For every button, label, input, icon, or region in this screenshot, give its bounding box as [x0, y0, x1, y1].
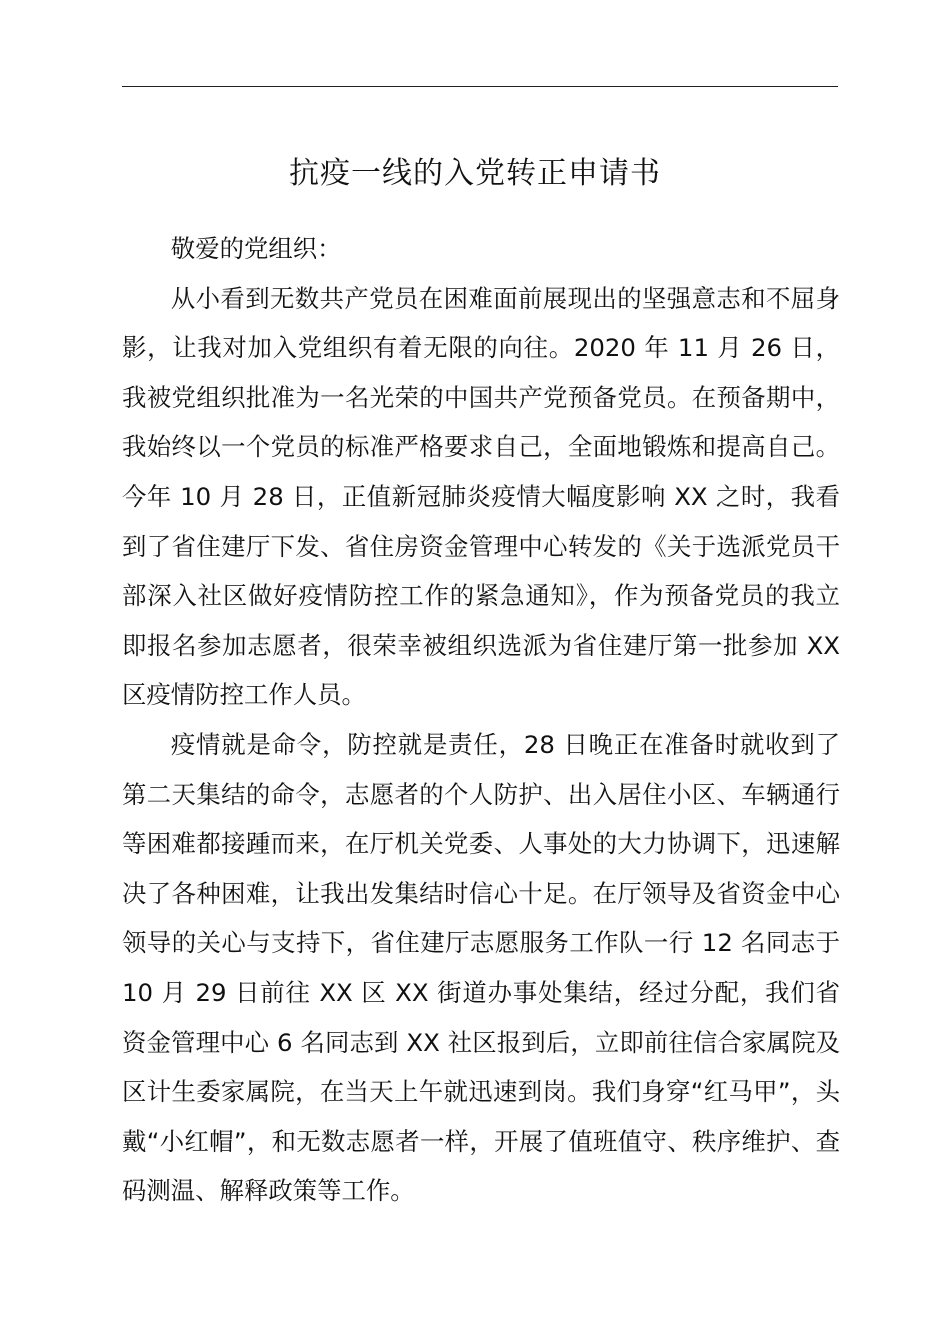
document-body [122, 224, 840, 1216]
paragraph-2: 疫情就是命令，防控就是责任，28 日晚正在准备时就收到了第二天集结的命令，志愿者的个人防护、出入居住小区、车辆通行等困难都接踵而来，在厅机关党委、人事处的大力协调下，迅速解决了各种困难，让我出发集结时信心十足。在厅领导及省资金中心领导的关心与支持下，省住建厅志愿服务工作队一行 12 名同志于 10 月 29 日前往 XX 区 XX 街道办事处集结，经过分配，我们省资金管理中心 6 名同志到 XX 社区报到后，立即前往信合家属院及区计生委家属院，在当天上午就迅速到岗。我们身穿“红马甲”，头戴“小红帽”，和无数志愿者一样，开展了值班值守、秩序维护、查码测温、解释政策等工作。 [122, 729, 840, 1206]
header-rule [122, 86, 838, 87]
paragraph-1: 从小看到无数共产党员在困难面前展现出的坚强意志和不屈身影，让我对加入党组织有着无限的向往。2020 年 11 月 26 日，我被党组织批准为一名光荣的中国共产党预备党员。在预备期中，我始终以一个党员的标准严格要求自己，全面地锻炼和提高自己。今年 10 月 28 日，正值新冠肺炎疫情大幅度影响 XX 之时，我看到了省住建厅下发、省住房资金管理中心转发的《关于选派党员干部深入社区做好疫情防控工作的紧急通知》，作为预备党员的我立即报名参加志愿者，很荣幸被组织选派为省住建厅第一批参加 XX 区疫情防控工作人员。 [122, 283, 840, 710]
salutation: 敬爱的党组织： [170, 234, 342, 263]
document-title: 抗疫一线的入党转正申请书 [289, 156, 661, 191]
